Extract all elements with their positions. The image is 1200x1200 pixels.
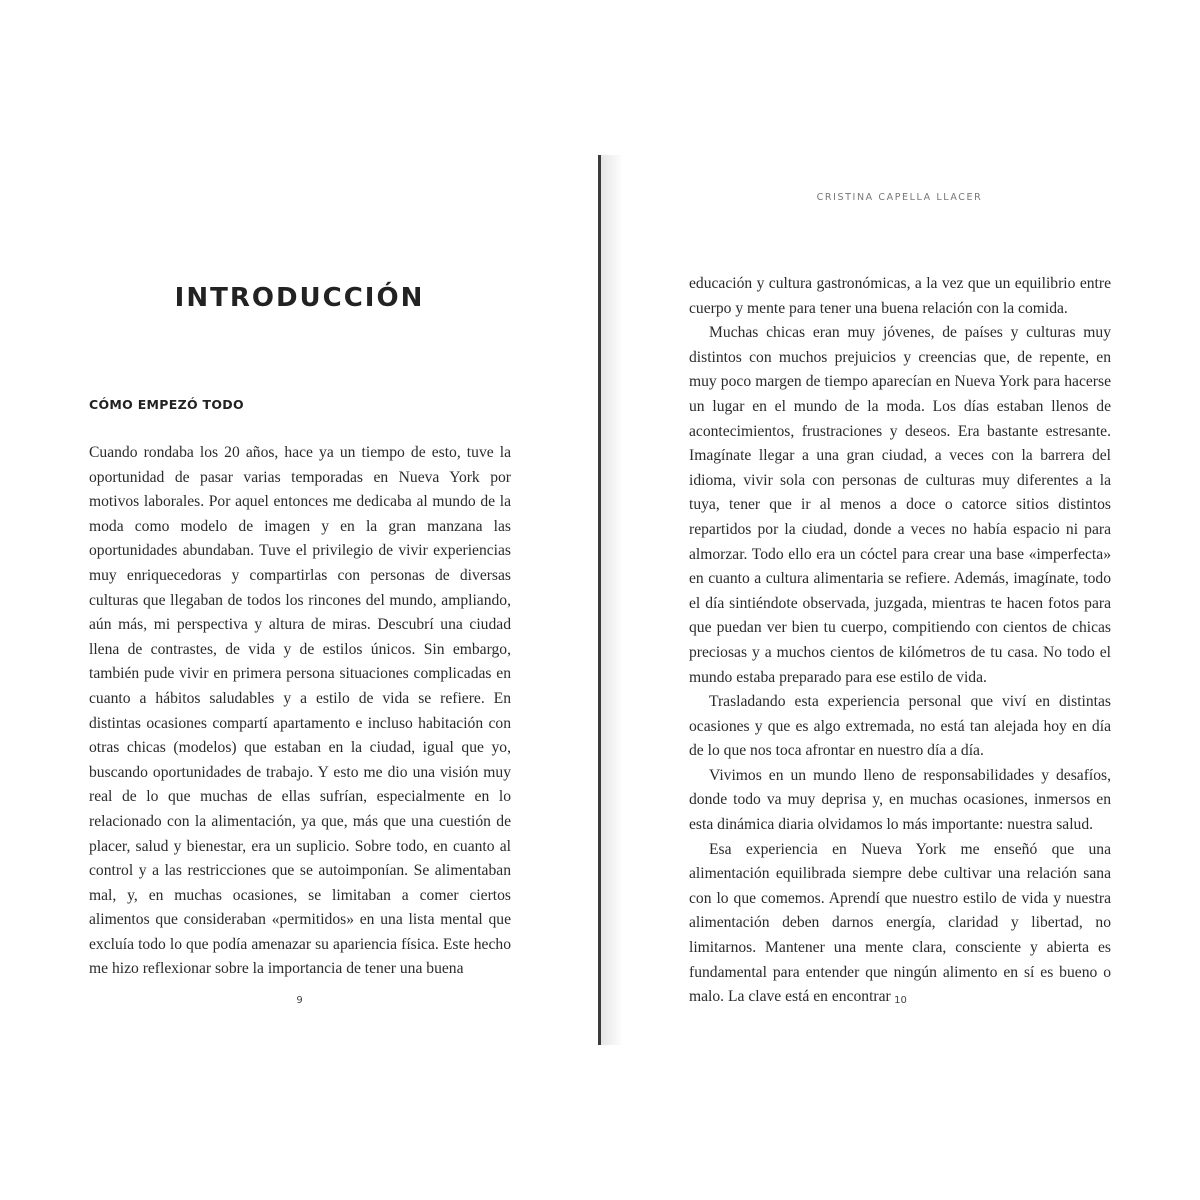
paragraph: educación y cultura gastronómicas, a la vez que un equilibrio entre cuerpo y mente para tener una buena relación con la comida.	[689, 275, 1111, 317]
running-head: CRISTINA CAPELLA LLACER	[816, 192, 983, 203]
paragraph: Muchas chicas eran muy jóvenes, de países y culturas muy distintos con muchos prejuicios y creencias que, de repente, en muy poco margen de tiempo aparecían en Nueva York para hacerse un lugar en el mundo de la moda. Los días estaban llenos de acontecimientos, frustraciones y deseos. Era bastante estresante. Imagínate llegar a una gran ciudad, a veces con la barrera del idioma, vivir sola con personas de culturas muy diferentes a la tuya, tener que ir al menos a doce o catorce sitios distintos repartidos por la ciudad, donde a veces no había espacio ni para almorzar. Todo ello era un cóctel para crear una base «imperfecta» en cuanto a cultura alimentaria se refiere. Además, imagínate, todo el día sintiéndote observada, juzgada, mientras te hacen fotos para que puedan ver bien tu cuerpo, compitiendo con cientos de chicas preciosas y a muchos cientos de kilómetros de tu casa. No todo el mundo estaba preparado para ese estilo de vida.	[689, 324, 1111, 686]
page-number-left: 9	[296, 995, 303, 1006]
section-title: CÓMO EMPEZÓ TODO	[89, 397, 244, 412]
page-number-right: 10	[894, 995, 907, 1006]
chapter-title: INTRODUCCIÓN	[174, 283, 425, 313]
paragraph: Trasladando esta experiencia personal que viví en distintas ocasiones y que es algo extremada, no está tan alejada hoy en día de lo que nos toca afrontar en nuestro día a día.	[689, 693, 1111, 760]
paragraph: Esa experiencia en Nueva York me enseñó que una alimentación equilibrada siempre debe cultivar una relación sana con lo que comemos. Aprendí que nuestro estilo de vida y nuestra alimentación deben darnos energía, claridad y libertad, no limitarnos. Mantener una mente clara, consciente y abierta es fundamental para entender que ningún alimento en sí es bueno o malo. La clave está en encontrar	[689, 840, 1111, 1006]
left-page	[0, 155, 599, 1045]
left-body-text	[89, 441, 511, 982]
paragraph: Vivimos en un mundo lleno de responsabilidades y desafíos, donde todo va muy deprisa y, en muchas ocasiones, inmersos en esta dinámica diaria olvidamos lo más importante: nuestra salud.	[689, 766, 1111, 834]
right-page	[601, 155, 1200, 1045]
right-body-text	[689, 272, 1111, 1010]
spine-shadow	[601, 155, 623, 1045]
paragraph: Cuando rondaba los 20 años, hace ya un tiempo de esto, tuve la oportunidad de pasar varias temporadas en Nueva York por motivos laborales. Por aquel entonces me dedicaba al mundo de la moda como modelo de imagen y en la gran manzana las oportunidades abundaban. Tuve el privilegio de vivir experiencias muy enriquecedoras y compartirlas con personas de diversas culturas que llegaban de todos los rincones del mundo, ampliando, aún más, mi perspectiva y altura de miras. Descubrí una ciudad llena de contrastes, de vida y de estilos únicos. Sin embargo, también pude vivir en primera persona situaciones complicadas en cuanto a hábitos saludables y a estilo de vida se refiere. En distintas ocasiones compartí apartamento e incluso habitación con otras chicas (modelos) que estaban en la ciudad, igual que yo, buscando oportunidades de trabajo. Y esto me dio una visión muy real de lo que muchas de ellas sufrían, especialmente en lo relacionado con la alimentación, ya que, más que una cuestión de placer, salud y bienestar, era un suplicio. Sobre todo, en cuanto al control y a las restricciones que se autoimponían. Se alimentaban mal, y, en muchas ocasiones, se limitaban a comer ciertos alimentos que consideraban «permitidos» en una lista mental que excluía todo lo que podía amenazar su apariencia física. Este hecho me hizo reflexionar sobre la importancia de tener una buena	[89, 444, 511, 978]
